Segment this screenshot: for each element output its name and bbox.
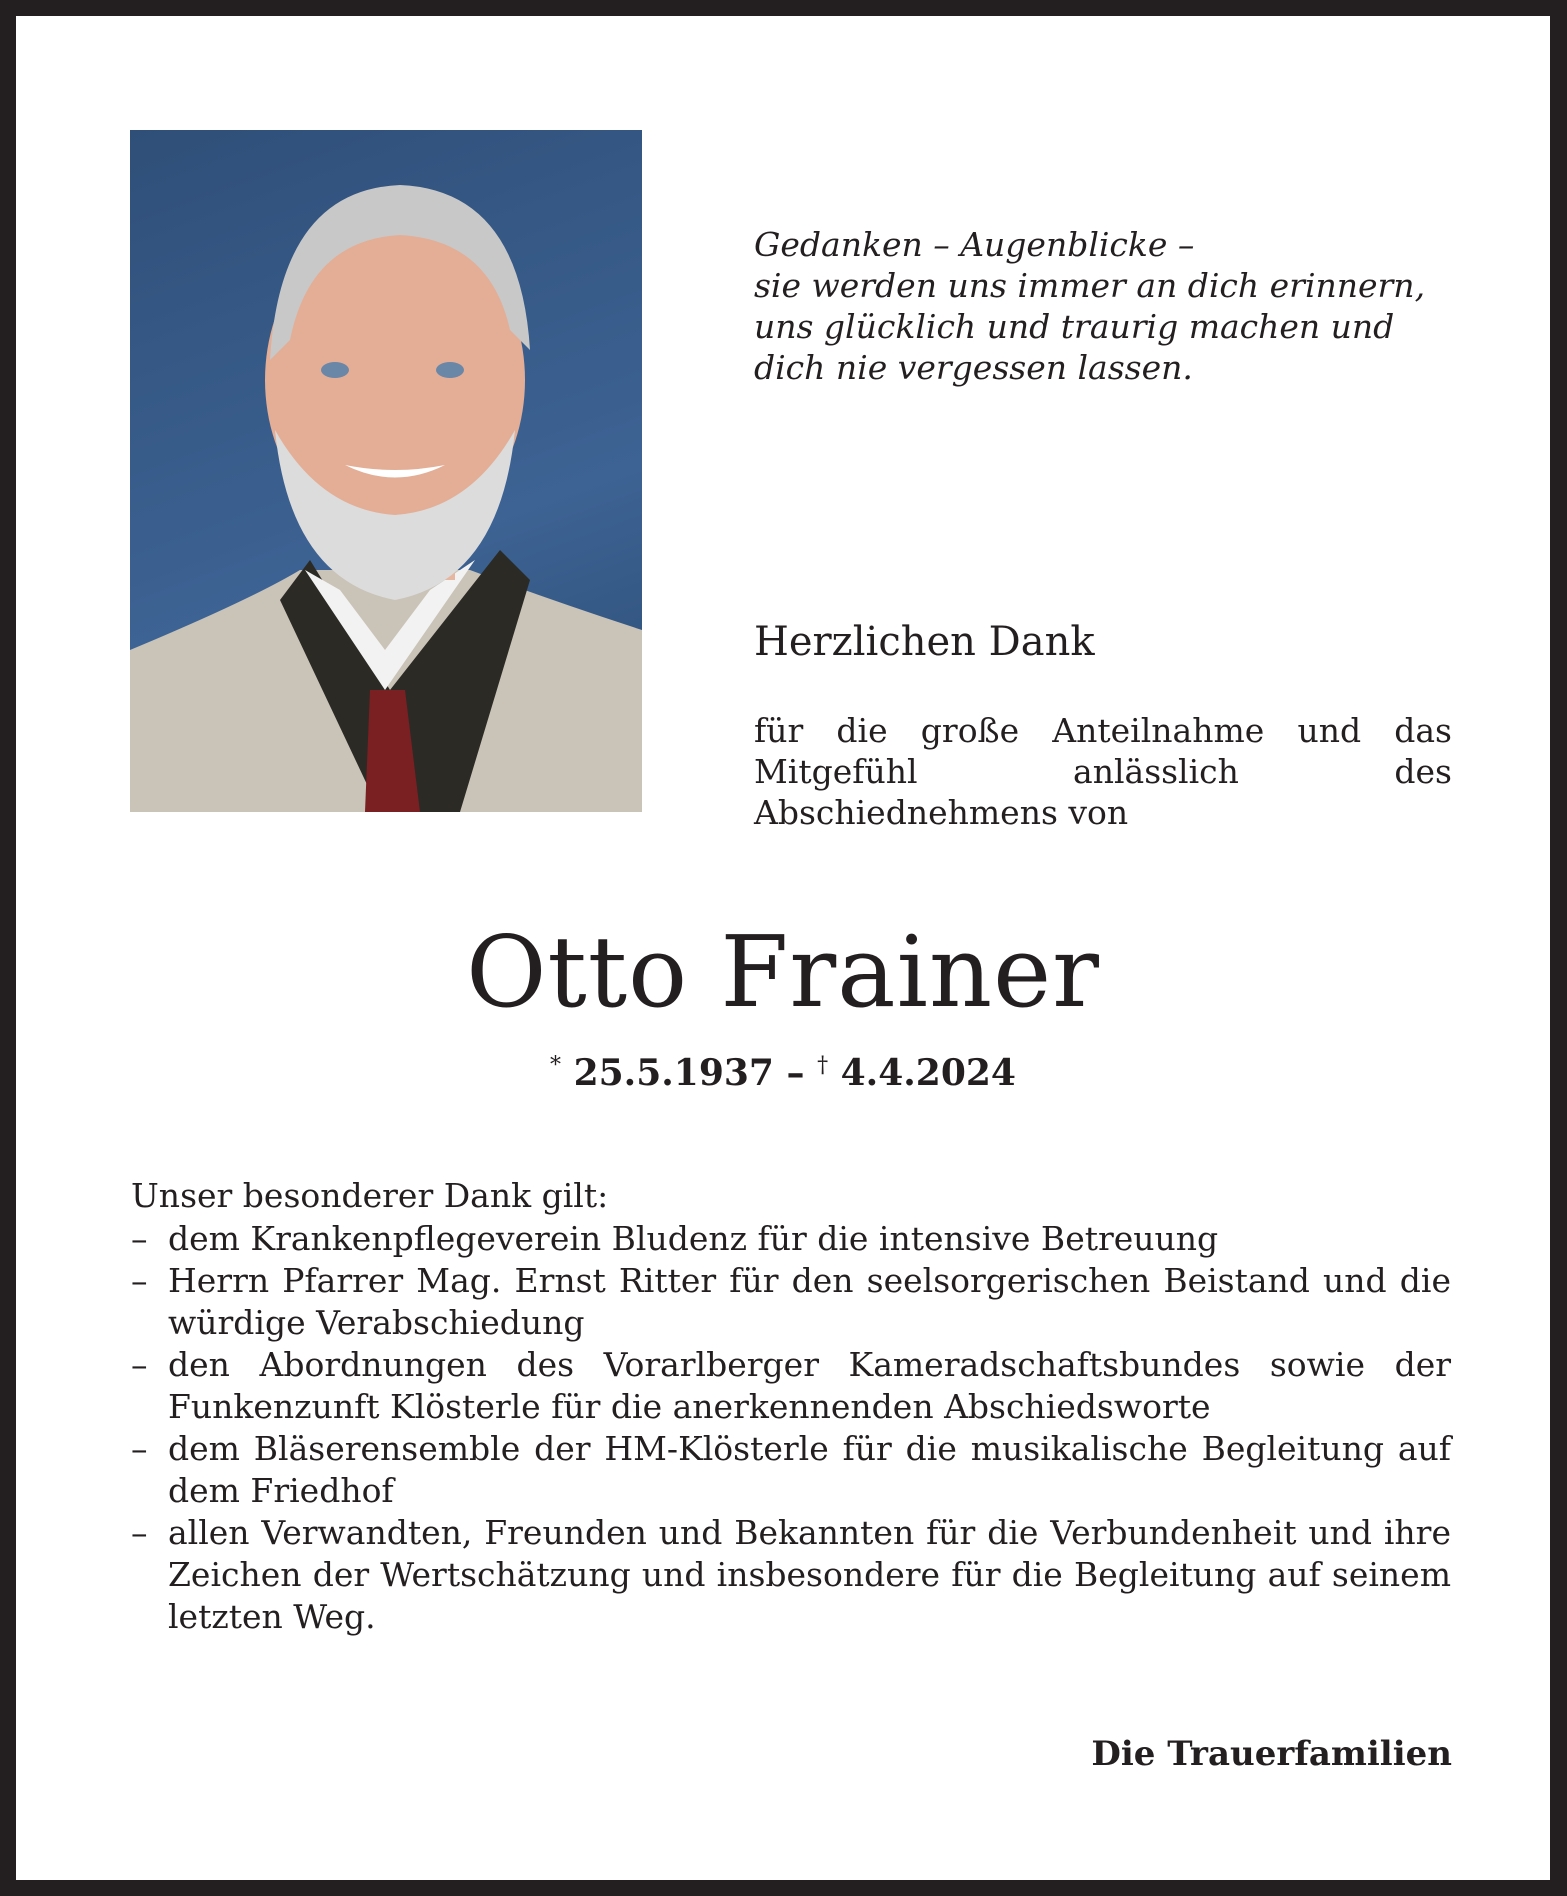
quote-line: Gedanken – Augenblicke – [754,225,1195,264]
portrait-photo [130,130,642,812]
dash: – [131,1345,148,1384]
list-item [131,1260,1451,1344]
quote-line: uns glücklich und traurig machen und [754,307,1395,346]
thanks-text: für die große Anteilnahme und das Mitgefühl anlässlich des Abschiednehmens von [754,711,1452,832]
death-symbol: † [817,1053,829,1078]
birth-symbol: * [550,1053,562,1078]
thanks-intro: Unser besonderer Dank gilt: [131,1176,609,1215]
quote-line: dich nie vergessen lassen. [754,348,1193,387]
dash: – [131,1513,148,1552]
memorial-quote [754,224,1425,388]
death-date: 4.4.2024 [840,1052,1016,1094]
dash: – [131,1429,148,1468]
life-dates [16,1052,1550,1094]
birth-date: 25.5.1937 [573,1052,774,1094]
thanks-heading: Herzlichen Dank [754,619,1095,665]
signature: Die Trauerfamilien [1091,1734,1452,1774]
list-item [131,1218,1451,1260]
list-item [131,1344,1451,1428]
thanks-list [131,1218,1451,1638]
item-text: den Abordnungen des Vorarlberger Kameradschaftsbundes sowie der Funkenzunft Klösterle für die anerkennenden Abschiedsworte [168,1345,1451,1426]
dash: – [131,1219,148,1258]
dash: – [131,1261,148,1300]
item-text: dem Krankenpflegeverein Bludenz für die intensive Betreuung [168,1219,1219,1258]
item-text: Herrn Pfarrer Mag. Ernst Ritter für den seelsorgerischen Beistand und die würdige Verabschiedung [168,1261,1451,1342]
date-separator: – [786,1052,805,1094]
obituary-card [16,16,1550,1880]
item-text: dem Bläserensemble der HM-Klösterle für die musikalische Begleitung auf dem Friedhof [168,1429,1451,1510]
quote-line: sie werden uns immer an dich erinnern, [754,266,1426,305]
list-item [131,1428,1451,1512]
deceased-name: Otto Frainer [466,916,1100,1030]
item-text: allen Verwandten, Freunden und Bekannten für die Verbundenheit und ihre Zeichen der Wertschätzung und insbesondere für die Begleitung auf seinem letzten Weg. [168,1513,1451,1636]
list-item [131,1512,1451,1638]
